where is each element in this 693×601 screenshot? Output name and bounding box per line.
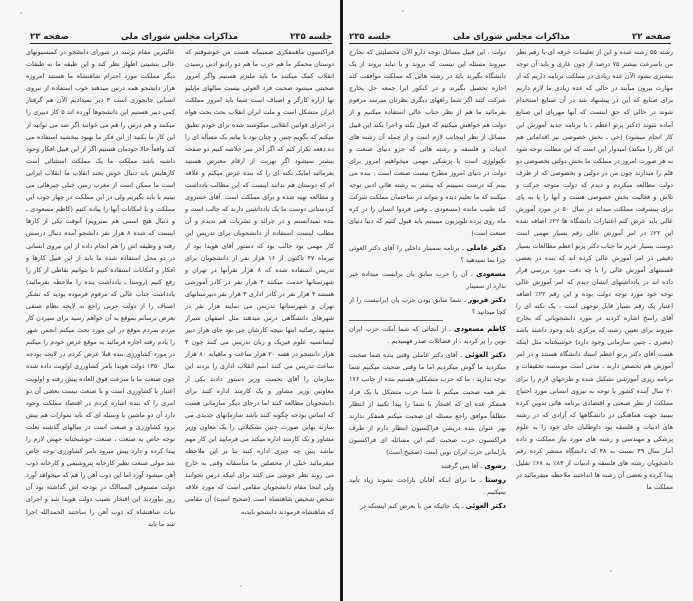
session-label: جلسه ۲۳۵ bbox=[349, 32, 391, 42]
speaker-name: روستا bbox=[485, 476, 506, 485]
speech-turn bbox=[349, 474, 506, 498]
speech-text: ـ آقا پس گرفتند bbox=[440, 462, 483, 471]
speech-turn bbox=[349, 460, 506, 472]
speech-turn bbox=[349, 268, 506, 292]
speaker-name: رضوی bbox=[484, 462, 506, 471]
paragraph bbox=[185, 46, 334, 518]
paragraph-text: فراکسیون ماهمفکری صمیمانه هست من خوشوقتم که دوستان محمکر ما هم حزب ما هم دو رادیو ادبی رسیدن انقلاب کمک میکنند ما باید ملتزم هستیم واگر امروز صحبتی میشود صحبت فرد العوئی بیست سالهای مایلیو نها ازاره کارگر و اصناف است شما باید امروز مملکت ایران متشکل است و ملت ایران انقلاب بحث بحث هواه در اجرای قوانین انقلابی میکوشند شده برای خودم تطبق میکنم که بگویم چنین و چنان بود یا بیایم یک مسأله ای را ده دفعه تکرار کنم که اگر آخر سر خلاصه کنیم دو صفحه بیشتر نمیشود اگر بهربت از ارقام معترض هستید بفرمائید امایک نکته ای را که بنده عرض میکنم و علاقه ام که دوستان هم بدانند اینست که این مطالب یادداشت و مطالعه تهیه شده و برای مملکت است. آقای خسروی کردستانی دوست ما یک یادداشتی دارند که جالب است و بنده نمیدانستم و در جرائد و نشریات هم ندیدم و آن مطلب اینست استفاده از دانشجویان برای تدریس این کار مهمی بود جالب بود که دستور آقای هویدا بود از تیرماه ۴۷ تاکنون از ۱۶ هزار نفر از دانشجویان برای تدریس استفاده شده که ۸ هزار نفرآنها در تهران و شهرستانها خدمت میکنند ۴ هزار نفر در کادر آموزشی هستند ۴ هزار نفر در کادر اداری ۳ هزار نفر دبیرستانهای تهران و شهرستانها تدریس می نمایند هزار نفر در شهرهای دانشگاهی درس میدهند مثل اصفهان شیراز مشهد رضائیه اینها نتیجه کارشان چی بود جای هزار دبیر لیسانسیه علوم فیزیک و زبان تدریس می کنند چون ۳ هزار دانشجو در هفته ۲۰ هزار ساعت و ماهیانه ۸۰ هزار ساعت تدریس می کنند اسم انقلاب اداری را بردند این سازمان را آقای نخست وزیر دستور دادند یکی از معاونین وزیر مشاور و یک کارمند اداره کنند برای دانشجویان مطالعه کنند اما درجای دیگر سازمانی هست که اساس بودجه چگونه کنند باشد سازمانهای جدیدی می سازند بهاین صورت چنین تشکیلاتی را یک معاون وزیر مشاور و یک کارمند اداره میکند می فرمایید این کار مهم نباشد پس چه چیزی اداره کنند بنا بر این ملاحظه میفرمائید خیلی از محصلین ما متأسفانه وقتی به خارج می روند نظر خوشی می کنند برای اینکه درس بخوانند ولی اینجا مقام دانشجویان مقامی است که مورد علاقه شخص شخیص شاهنشاه است (صحیح است) آن مقامی که شاهنشاه فرمودند دانشجو بایدبه bbox=[185, 48, 334, 516]
scan-speck bbox=[240, 585, 242, 587]
speech-turn bbox=[349, 242, 506, 266]
paragraph bbox=[26, 46, 175, 530]
speaker-name: دکتر فریور bbox=[468, 295, 506, 304]
speaker-name: دکتر عاملی bbox=[466, 243, 506, 252]
speaker-name: کاظم مسعودی bbox=[454, 325, 506, 334]
speaker-name: دکتر العوئی bbox=[464, 351, 506, 360]
left-page bbox=[0, 0, 340, 601]
running-title: مذاکرات مجلس شورای ملی bbox=[120, 32, 239, 42]
right-page-columns bbox=[349, 46, 673, 541]
divider bbox=[349, 320, 443, 321]
speech-turn bbox=[349, 500, 506, 512]
speech-text: ـ آقای دکتر عاملی وقتی بنده شما صحبت میکردید ما گوش میکردیم اما ما وقتی صحبت میکنیم شما توجه ندارید ، ما که حزب متشکلی هستیم بنده از جانب ۱۷۶ نفر همه صحبت میکنم با شما حزب متشکل با یک فراد همفکر عده ای که افتخار با شما را پیدا نکنید از انتظار مطلقاً موافق راجع مسئله ای صحبت میکنم همفکر ندارند بهر عنوان بنده دریشن فراکسیون انتظار دارم از طرف فراکسیون حزب صحبت کنم این مسائله ای فراکسیون پارلمانی حزب ایران نوین است (صحیح است) bbox=[349, 351, 506, 456]
running-title: مذاکرات مجلس شورای ملی bbox=[452, 32, 571, 42]
speech-text: ـ آن را حزب سابق یان برایست میداده خبر ندارد از سمینار bbox=[349, 269, 506, 290]
speaker-name: دکتر العوئی bbox=[465, 502, 506, 511]
speech-text: ـ شما سابق بودن حزب پان ایرانیست را از کجا میدانید ؟ bbox=[349, 295, 506, 316]
paragraph bbox=[516, 46, 673, 493]
speech-text: ـ ما برای اینکه آقایان ناراحت نشوند زیاد تأیید نمیکنیم . bbox=[349, 476, 506, 497]
left-page-header bbox=[30, 26, 332, 44]
speech-turn bbox=[349, 294, 506, 318]
speech-turn bbox=[349, 349, 506, 458]
scan-speck bbox=[610, 570, 612, 572]
speech-text: ـ برنامه سمینار داخلی را آقای دکتر العوئی چرا بما نمیدهید ؟ bbox=[349, 243, 506, 264]
right-page-header bbox=[349, 26, 671, 44]
page-number: صفحه ۲۲ bbox=[632, 32, 671, 42]
scan-speck bbox=[20, 12, 22, 14]
paragraph-text: عالیترین مقام برسد در شورای دانشجو در کمیسیونهای عالی بنشینی اظهار نظر کند و این طبقه ما نه طبقات دیگر مملکت مورد احترام شاهنشاه ما هستند امروزه هزار دانشجو همه درس میدهند خوب استفاده از نیروی انسانی جانجوری است ۴ دیر نمیدادیم الآن هم گرفتار کمی دبیر هستیم این دانشجوها آورده اند ۵ کار دبیری را میکنند و هم درس را هم می خوانند اگر شد می توانید از این کار ما بکنید از این فکر ما بهبود ببخشید استفاده می کند واقعاً حالا خودمان هستیم اگر از این قبیل افکار وجود داشته باشد مملکت ما یک مملکت استثنائی است کارهایش باید دنبال خوش بخند انقلاب ما انقلاب ایرانی است ما ممکن است از مغرب زمین خیلی چیزهائی می بینیم یا باید بگیریم ولی در این مملکت در چهار جوب این مملکت و با امکانات آنها را پیاده کنیم (کاظم مسعودی ـ و دنبال هیچ اسمی هم نمیرویم) آنوقت یکی از کارها اینست که شده ۸ هزار نفر دانشجو آمده دنبال درسش رفته و وظیفه اش را هم انجام داده از این نیروی انسانی در دو محل استفاده شده ما باید از این قبیل کارها و افکار و امکانات استفاده کنیم تا بتوانیم نقاطی از کار را رفع کنیم (روستا ـ یادداشت بنده را ملاحظه بفرمائید) یادداشت جناب عالی که مرقوم فرموده بودید که تشکر اصناف را از دولت حزبی راجع به لایحه نظام صنفی بعرض برسانم بموقع به آن خواهم رسید برای سپردن کار مردم بمردم موقع در این مورد بحث میکنم انجمن شهر را یادم رفته اجازه فرمائید به موقع عرض خودم را میکنم در مورد کشاورزی بنده قبلا عرض کردم در لایحه بودجه سال ۱۳۵۰ دولت هویدا بامر کشاورزی اولویت داده شده چون صنعت ما با سرعت فوق العاده پیش رفته و اولویت اعتبار با کشاورزی است و با صنعت نیست بعضی آن دو امری را که بنده اشاره کردم در اقتصاد مملکت وجود دارد آن دو ماشین یا وسیله ای که باید بموازات هم پیش برود کشاورزی و صنعت است در سالهای گذشته بعلت توجه خاص به صنعت ، صنعت خوشبختانه جهش لازم را پیدا کرده و دارد پیش میرود بامر کشاورزی توجه خاص شد مولی صنعت نظیر کارخانه پتروشیمی و کارخانه ذوب آهن میشود آورد اما این ذوب آهن را هم که میخواهد آورد دولت مستوفی المماالک در بودجه اش گذاشته بود آن روز نیاوردند این افتخار نصیب دولت هویدا شد و اجرای نیات شاهنشاه که ذوب آهن را ساختند الحمدالله اجرا شد ما باید bbox=[26, 48, 175, 528]
paragraph bbox=[349, 46, 506, 240]
text-column-2 bbox=[349, 46, 506, 541]
speech-text: ـ یک جائیکه من با بعرض کنم ایستکه در bbox=[359, 502, 464, 511]
paragraph-text: دولت . این قبیل مسائل توجه دارو الآن محصلینی که بخارج میروند مسئله این نیست که بروند و یا نباید بروند از یک دانشگاه بگیرند باید در رشته هائی که مملکت موافقت کند اجازه تحصیل بگیرند و در کنکور انرا جمعه حل بخارج شرکت کنند اگر شما راههای دیگری نظرتان میرسد مرقوم بفرمائید ما هم از نظر جناب عالی استفاده میکنیم و از دولت هم خواهش میکنیم که قبول بکند و اجرا بکند این قبیل مسائل از نظر اینجانب لازم است و از جمله آن رشته های ادبیات و فلسفه و رشته هائی که جزو دنیای صنعت و تکنولوژی است یا پزشکی مهمی میخواهیم امروز برای دولت در دنیای امروز مطرح نیست صنعت است ، بنده می بینم که درست نمیبینم که بیشتر به رشته هائی ادبی توجه میکنند که ما تعلیم دیده و بتواند در ساختمان مملکت شرکت کند طبیب مانده (مسعودی ـ وقتی فردوا انسان را در کره ماه روی پرده تلویزیون میبینیم باید قبول کنیم که دنیا دنیای صنعت است) bbox=[349, 48, 506, 238]
right-page bbox=[343, 0, 693, 601]
left-page-columns bbox=[26, 46, 334, 541]
session-label: جلسه ۲۳۵ bbox=[290, 32, 332, 42]
text-column-2 bbox=[26, 46, 175, 541]
speech-turn bbox=[349, 323, 506, 347]
speaker-name: مسعودی bbox=[476, 269, 506, 278]
speech-text: ـ از آنجائی که شما آنکت حزب ایران نوین را پر کردید ، از فضائلات صدر فهمیدیم . bbox=[349, 325, 506, 346]
text-column-1 bbox=[516, 46, 673, 541]
scan-speck bbox=[402, 10, 404, 12]
text-column-1 bbox=[185, 46, 334, 541]
page-number: صفحه ۲۳ bbox=[30, 32, 69, 42]
paragraph-text: رشته ۵۵ رشته شده و این از تعلیمات حرفه ای با زهم نظر من باسرعت بیشتر ۷۵ درصد از چون عاری و باید آن توجه بیشتری بشود الآن عده زیادی در مملکت برنامه داریم که از مهارت بیرون میآیند در حالی که عده زیادی ما لازم داریم برای صنایع که این در پیشنهاد شد در آن صنایع استخدام شوند در حالی که حق اینست که آنها مهرپای این صنایع آماده شوند (دکتر پرتو اعظم ـ با برنامه جدید آموزش این کار انجام میشود) (حی ـ بخش خصوصی نیز اقداماتی هم این کار را میکند) امیدوار این است که این مطلب توجه شود به هر صورت امروز در مملکت ما بخش دولتی بخصوصی دو قلم را میدارند چون من در دولتی و بخصوصی که از طرف دولت مطالعه میکردم و دیدم که دولت متوجه حرکت و تلاش و فعالیت بخش خصوصی هست و آنها را پا به پای برای پیشرفت مملکت میداند در سال ۵۰ در مورد آموزش عالی باید عرض کنم اعتبارات دانشگاه ها ۲۲٪ اضافه شده این ۲۲٪ در امر آموزش عالی رقم بسیار مهمی است دوست بسیار عزیز ما جناب دکتر پرتو اعظم مطالعات بسیار دقیقی در امر آموزش عالی کرده اند که بنده در بعضی قسمتهای آموزش عالی را با چه دقت مورد بررسی قرار داده اند در یادداشتهای ایشان دیدم که امر آموزش عالی توجه خود مورد توجه دولت بوده و این رقم ۲۲٪ اضافه اعتبار یک رقم بسیار قابل توجهی است ، یک نکته ای را آقای راسخ اشاره کردند در مورد دانشجویانی که بخارج میروند برای تعیین رشته که مرکزی باید وجود داشته باشد (معیری ـ چنین سازمانی وجود دارد) خوشبختانه مثل اینکه هست آقای دکتر پرتو اعظم استاد دانشگاه هستند و در امر آموزش هم تخصص دارند ، مدتی است موسسه تحقیقات و برنامه ریزی آموزشی تشکیل شده و طرحهای لازم را برای ۲۰ سال آینده کشور با توجه به نیروی انسانی مورد احتیاج مملکت از نظر صنعتی و اقتصادی برنامه هائی تدوین کرده ببینید جهت هماهنگی در دانشگاهها که آزادی که در رشته های ادبیات و فلسفه بود داوطلبان جای خود را به علوم پزشکی و مهندسی و رشته های مورد نیاز مملکت و داده آمار سال ۴۹ نسبت به ۴۸ که دانشگاه منتشر کرده رقم داشجویان رشته های فلسفه و ادبیات از ۸۳٪ به ۶۸٪ تقلیل پیدا کرده و بعضی آن رشته ها انداختند ملاحظه میفرمائید در مملکت ما bbox=[516, 48, 673, 492]
